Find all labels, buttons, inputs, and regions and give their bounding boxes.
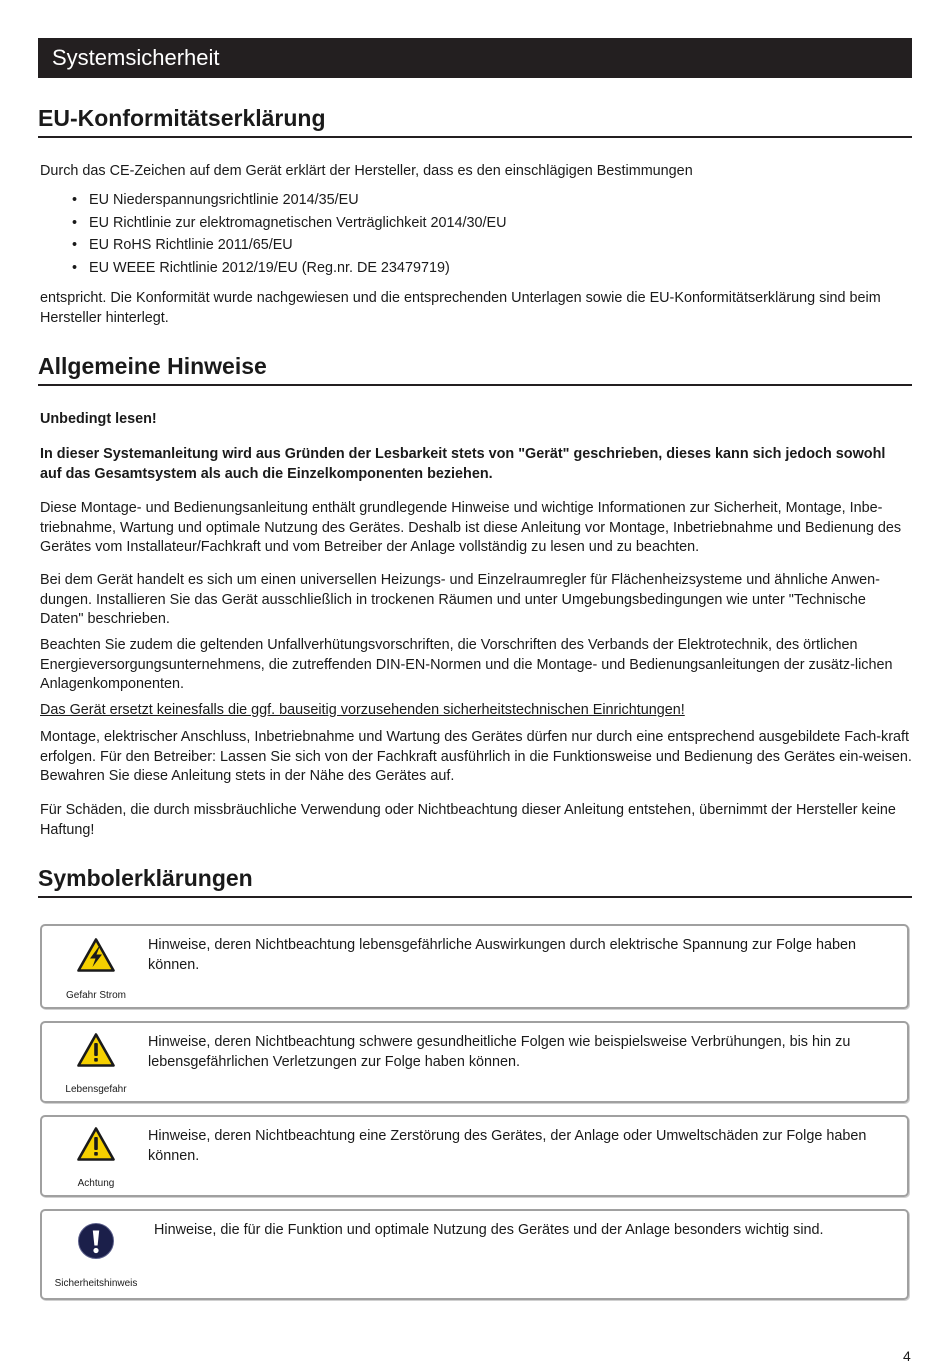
symbols-heading: Symbolerklärungen — [38, 865, 912, 898]
general-paragraph-2: Bei dem Gerät handelt es sich um einen universellen Heizungs- und Einzelraumregler für Flächenheizsysteme und ähnliche Anwen-dungen. Installieren Sie das Gerät ausschließlich in trockenen Räumen und unter Umgebungsbedingungen wie unter "Technische Daten" beschrieben. — [40, 572, 880, 627]
warning-triangle-icon — [60, 1127, 132, 1161]
liability-paragraph: Für Schäden, die durch missbräuchliche Verwendung oder Nichtbeachtung dieser Anleitung entstehen, übernimmt der Hersteller keine Haftung! — [40, 802, 896, 838]
list-item: • EU Niederspannungsrichtlinie 2014/35/EU — [72, 189, 912, 212]
list-item: • EU RoHS Richtlinie 2011/65/EU — [72, 234, 912, 257]
eu-conformity-heading: EU-Konformitätserklärung — [38, 105, 912, 138]
list-item: • EU Richtlinie zur elektromagnetischen Verträglichkeit 2014/30/EU — [72, 212, 912, 235]
list-item: • EU WEEE Richtlinie 2012/19/EU (Reg.nr. DE 23479719) — [72, 257, 912, 280]
electric-hazard-icon — [60, 938, 132, 972]
page-number: 4 — [903, 1348, 911, 1364]
symbol-caption: Gefahr Strom — [65, 990, 127, 1001]
symbol-description: Hinweise, deren Nichtbeachtung eine Zerstörung des Gerätes, der Anlage oder Umweltschäden zur Folge haben können. — [148, 1128, 867, 1164]
section-header-title: Systemsicherheit — [52, 45, 220, 70]
warning-triangle-icon — [60, 1033, 132, 1067]
exclamation-circle-icon — [60, 1222, 132, 1260]
eu-intro: Durch das CE-Zeichen auf dem Gerät erklärt der Hersteller, dass es den einschlägigen Bestimmungen — [40, 163, 693, 179]
general-paragraph-4: Montage, elektrischer Anschluss, Inbetriebnahme und Wartung des Gerätes dürfen nur durch eine entsprechend ausgebildete Fach-kraft erfolgen. Für den Betreiber: Lassen Sie sich von der Fachkraft ausführlich in die Funktionsweise und Bedienung des Gerätes ein-weisen. Bewahren Sie diese Anleitung stets in der Nähe des Gerätes auf. — [40, 729, 912, 784]
eu-directive-list — [38, 189, 912, 279]
eu-outro: entspricht. Die Konformität wurde nachgewiesen und die entsprechenden Unterlagen sowie die EU-Konformitätserklärung sind beim Hersteller hinterlegt. — [40, 290, 881, 326]
general-paragraph-3: Beachten Sie zudem die geltenden Unfallverhütungsvorschriften, die Vorschriften des Verbands der Elektrotechnik, des örtlichen Energieversorgungsunternehmens, die zutreffenden DIN-EN-Normen und die Montage- und Bedienungsanleitungen der zusätz-lichen Anlagenkomponenten. — [40, 637, 893, 692]
symbol-description: Hinweise, deren Nichtbeachtung lebensgefährliche Auswirkungen durch elektrische Spannung zur Folge haben können. — [148, 937, 856, 973]
symbol-box-electric — [40, 924, 909, 1009]
general-paragraph-1: Diese Montage- und Bedienungsanleitung enthält grundlegende Hinweise und wichtige Informationen zur Sicherheit, Montage, Inbe-triebnahme, Wartung und optimale Nutzung des Gerätes. Deshalb ist diese Anleitung vor Montage, Inbetriebnahme und Bedienung des Gerätes vom Installateur/Fachkraft und vom Betreiber der Anlage vollständig zu lesen und zu beachten. — [40, 500, 902, 555]
symbol-box-safety-note — [40, 1209, 909, 1300]
symbol-box-caution — [40, 1115, 909, 1197]
general-notes-heading: Allgemeine Hinweise — [38, 353, 912, 386]
safety-devices-note: Das Gerät ersetzt keinesfalls die ggf. bauseitig vorzusehenden sicherheitstechnischen Einrichtungen! — [40, 702, 685, 718]
symbol-box-danger-to-life — [40, 1021, 909, 1103]
symbol-description: Hinweise, die für die Funktion und optimale Nutzung des Gerätes und der Anlage besonders wichtig sind. — [154, 1222, 824, 1238]
symbol-caption: Lebensgefahr — [65, 1084, 127, 1095]
readability-note: In dieser Systemanleitung wird aus Gründen der Lesbarkeit stets von "Gerät" geschrieben, dieses kann sich jedoch sowohl auf das Gesamtsystem als auch die Einzelkomponenten beziehen. — [40, 446, 886, 482]
symbol-description: Hinweise, deren Nichtbeachtung schwere gesundheitliche Folgen wie beispielsweise Verbrühungen, bis hin zu lebensgefährlichen Verletzungen zur Folge haben können. — [148, 1034, 851, 1070]
section-header-bar — [38, 38, 912, 78]
symbol-caption: Achtung — [77, 1178, 115, 1189]
must-read-label: Unbedingt lesen! — [40, 411, 157, 427]
symbol-caption: Sicherheitshinweis — [54, 1278, 138, 1289]
